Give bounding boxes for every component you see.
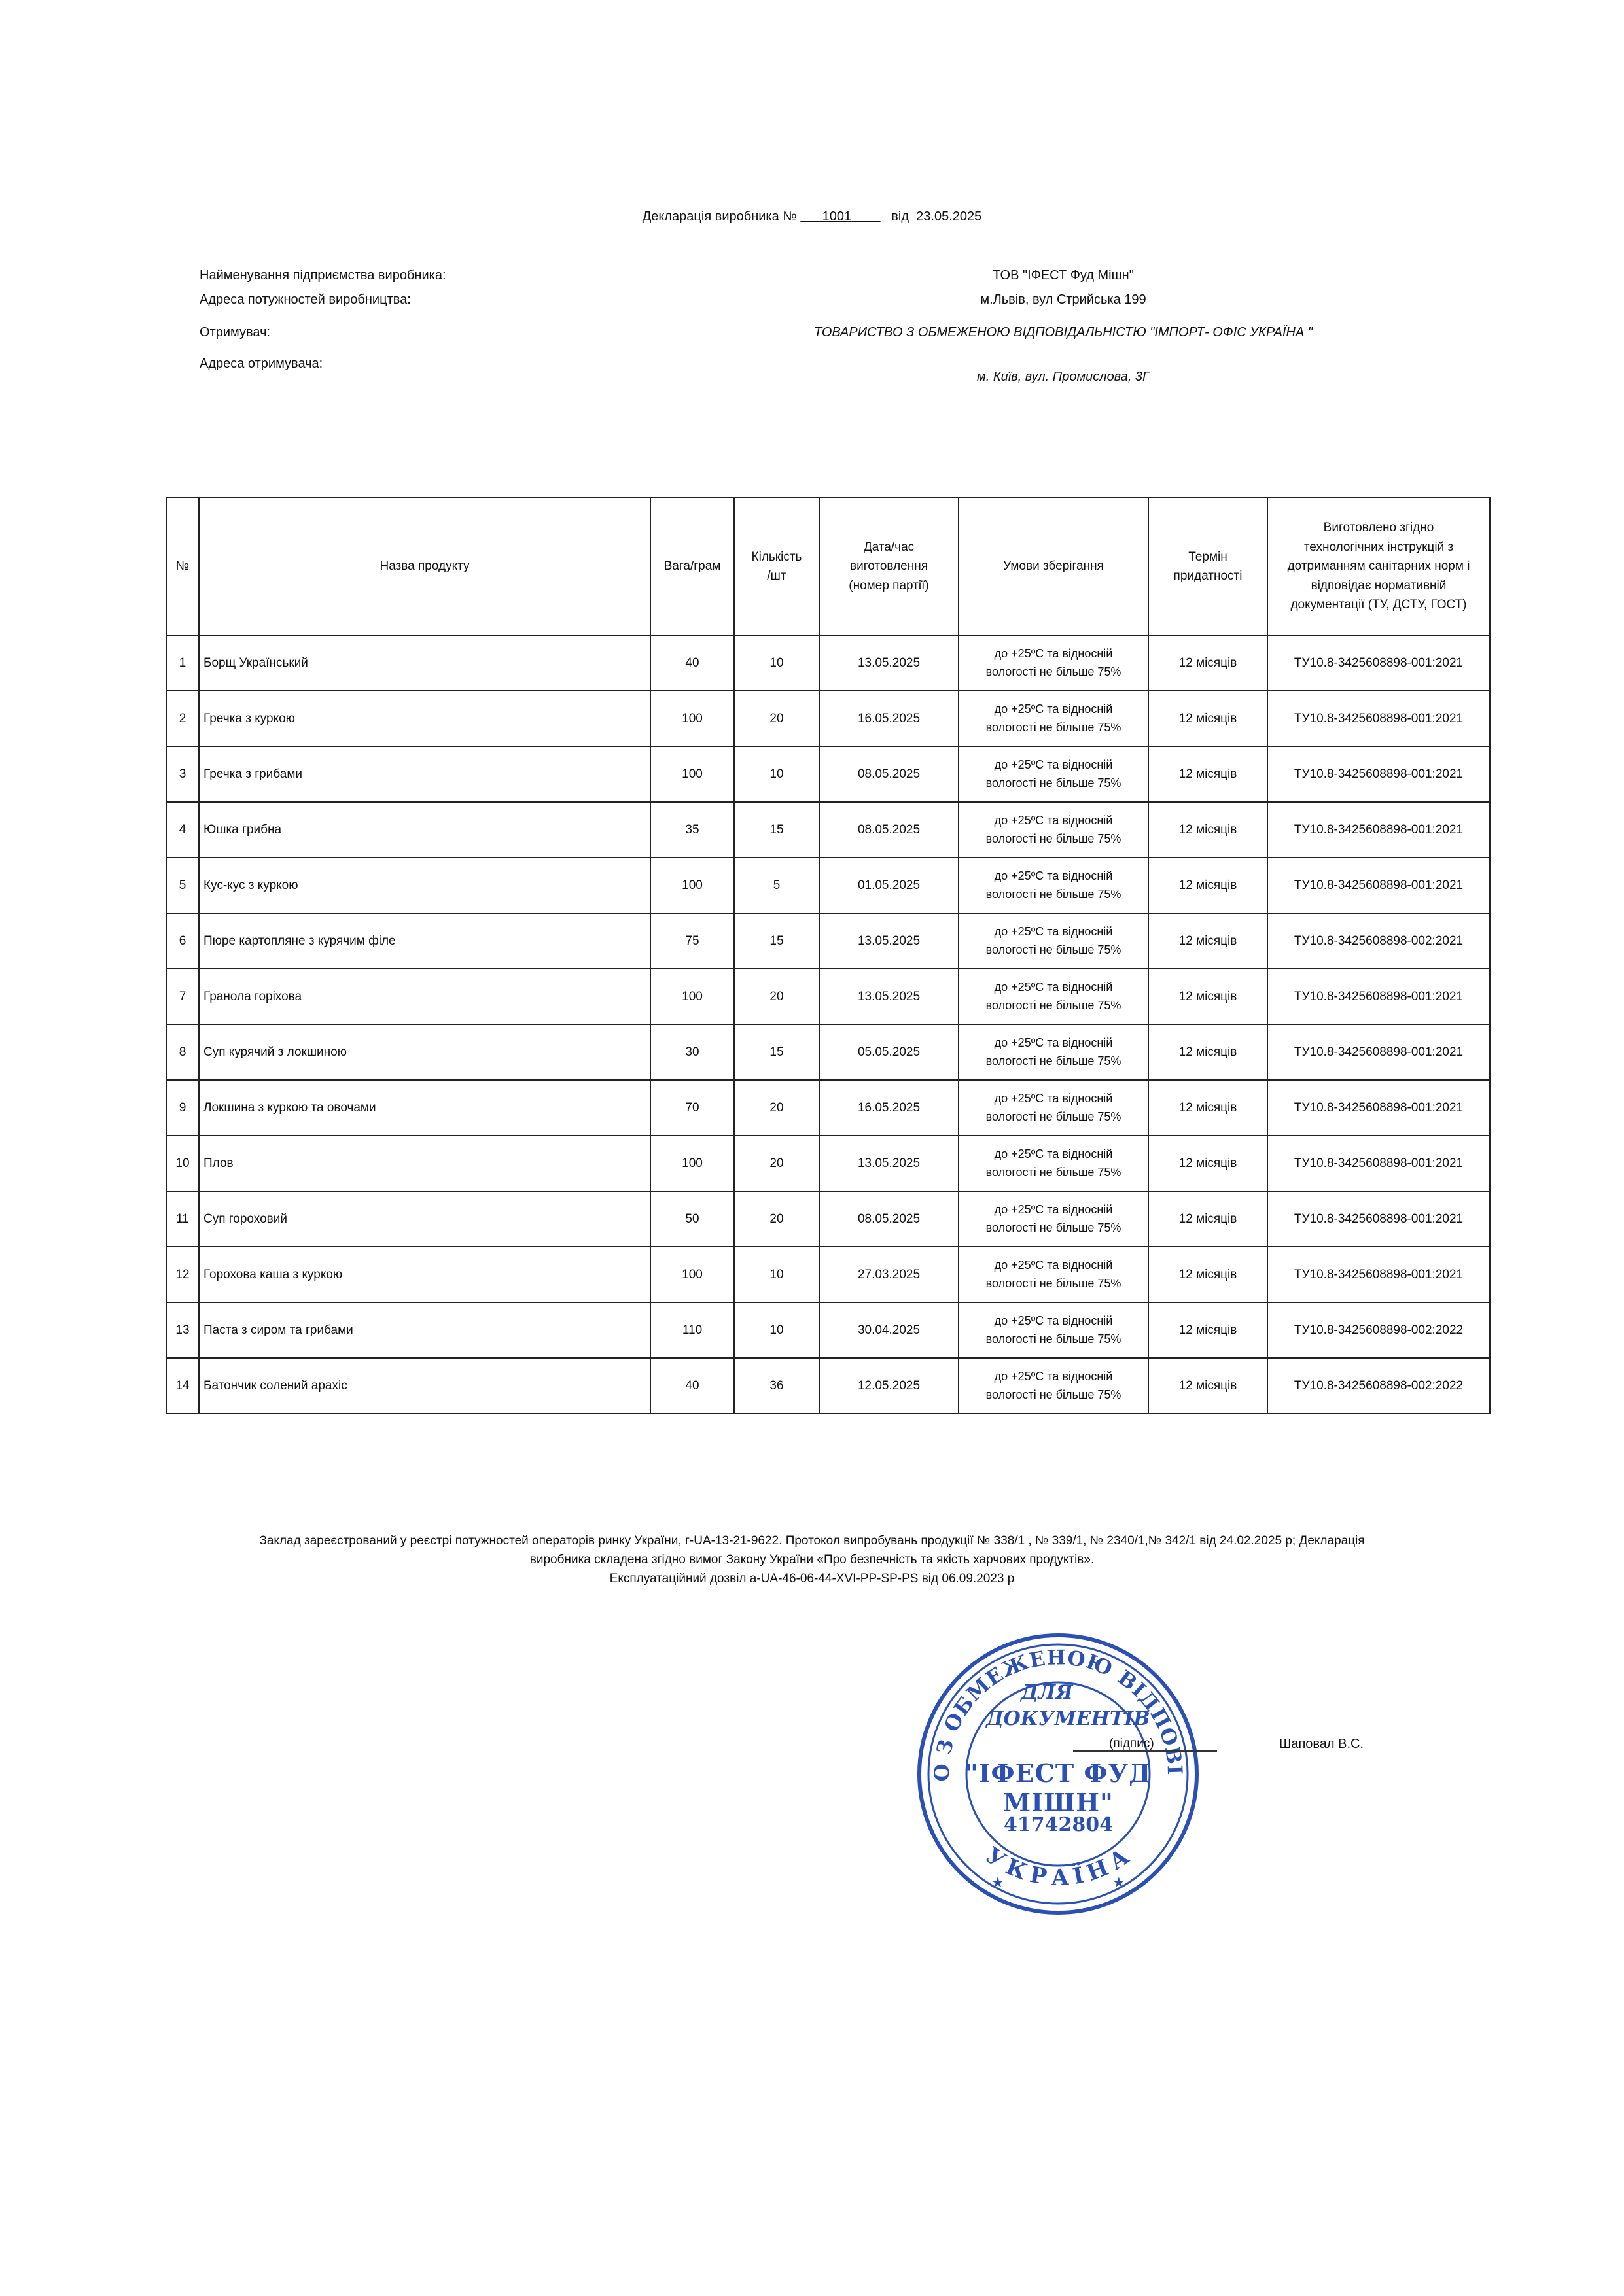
header-qty — [734, 498, 819, 635]
cell-shelf: 12 місяців — [1148, 1302, 1267, 1358]
storage-line: вологості не більше 75% — [985, 1221, 1121, 1234]
cell-weight: 100 — [650, 969, 734, 1024]
cell-num: 12 — [166, 1247, 199, 1302]
cell-shelf: 12 місяців — [1148, 1024, 1267, 1080]
header-num: № — [166, 498, 199, 635]
table-row — [166, 1080, 1490, 1136]
cell-date: 13.05.2025 — [819, 635, 959, 691]
cell-name: Гречка з грибами — [199, 746, 650, 802]
cell-name: Паста з сиром та грибами — [199, 1302, 650, 1358]
table-row — [166, 1358, 1490, 1414]
storage-line: до +25ºС та відносній — [994, 924, 1113, 938]
cell-name: Борщ Український — [199, 635, 650, 691]
table-row — [166, 1247, 1490, 1302]
cell-weight: 70 — [650, 1080, 734, 1136]
cell-storage — [959, 635, 1148, 691]
cell-date: 30.04.2025 — [819, 1302, 959, 1358]
cell-norm: ТУ10.8-3425608898-001:2021 — [1267, 1136, 1490, 1191]
recipient-address-value: м. Київ, вул. Промислова, 3Г — [977, 370, 1150, 384]
cell-date: 12.05.2025 — [819, 1358, 959, 1414]
recipient-label: Отримувач: — [200, 325, 271, 339]
header-norm — [1267, 498, 1490, 635]
cell-date: 08.05.2025 — [819, 802, 959, 858]
company-stamp — [913, 1629, 1204, 1920]
cell-storage — [959, 802, 1148, 858]
declaration-title — [0, 209, 1624, 224]
storage-line: до +25ºС та відносній — [994, 757, 1113, 771]
cell-norm: ТУ10.8-3425608898-002:2022 — [1267, 1302, 1490, 1358]
cell-qty: 5 — [734, 858, 819, 913]
storage-line: до +25ºС та відносній — [994, 813, 1113, 827]
recipient-address-label: Адреса отримувача: — [200, 357, 323, 371]
cell-date: 27.03.2025 — [819, 1247, 959, 1302]
storage-line: до +25ºС та відносній — [994, 1147, 1113, 1160]
storage-line: до +25ºС та відносній — [994, 1313, 1113, 1327]
address-value: м.Львів, вул Стрийська 199 — [980, 292, 1146, 307]
cell-name: Локшина з куркою та овочами — [199, 1080, 650, 1136]
storage-line: вологості не більше 75% — [985, 831, 1121, 845]
cell-num: 14 — [166, 1358, 199, 1414]
storage-line: до +25ºС та відносній — [994, 980, 1113, 994]
table-row — [166, 1302, 1490, 1358]
storage-line: вологості не більше 75% — [985, 1276, 1121, 1290]
signature-label: (підпис) — [1109, 1737, 1154, 1750]
declaration-date: 23.05.2025 — [916, 209, 982, 224]
cell-num: 13 — [166, 1302, 199, 1358]
cell-qty: 20 — [734, 969, 819, 1024]
cell-shelf: 12 місяців — [1148, 858, 1267, 913]
company-label: Найменування підприємства виробника: — [200, 268, 446, 283]
cell-shelf: 12 місяців — [1148, 1358, 1267, 1414]
stamp-inner — [913, 1629, 1204, 1920]
address-label: Адреса потужностей виробництва: — [200, 292, 411, 307]
cell-shelf: 12 місяців — [1148, 1080, 1267, 1136]
header-weight: Вага/грам — [650, 498, 734, 635]
cell-weight: 100 — [650, 691, 734, 746]
cell-storage — [959, 1080, 1148, 1136]
cell-norm: ТУ10.8-3425608898-001:2021 — [1267, 1080, 1490, 1136]
header-storage: Умови зберігання — [959, 498, 1148, 635]
cell-norm: ТУ10.8-3425608898-001:2021 — [1267, 635, 1490, 691]
cell-storage — [959, 1302, 1148, 1358]
cell-date: 13.05.2025 — [819, 969, 959, 1024]
cell-storage — [959, 969, 1148, 1024]
stamp-code: 41742804 — [1004, 1813, 1113, 1836]
cell-storage — [959, 691, 1148, 746]
storage-line: вологості не більше 75% — [985, 943, 1121, 956]
cell-date: 08.05.2025 — [819, 746, 959, 802]
stamp-doc-line-2: ДОКУМЕНТІВ — [986, 1707, 1150, 1730]
cell-date: 16.05.2025 — [819, 691, 959, 746]
cell-name: Гречка з куркою — [199, 691, 650, 746]
storage-line: вологості не більше 75% — [985, 887, 1121, 901]
storage-line: вологості не більше 75% — [985, 1165, 1121, 1179]
storage-line: до +25ºС та відносній — [994, 702, 1113, 716]
cell-qty: 10 — [734, 1247, 819, 1302]
cell-qty: 36 — [734, 1358, 819, 1414]
cell-num: 2 — [166, 691, 199, 746]
stamp-center-text: "ІФЕСТ ФУД МІШН" — [964, 1758, 1152, 1817]
cell-storage — [959, 1191, 1148, 1247]
storage-line: до +25ºС та відносній — [994, 1258, 1113, 1272]
cell-shelf: 12 місяців — [1148, 969, 1267, 1024]
cell-num: 11 — [166, 1191, 199, 1247]
declaration-prefix: Декларація виробника № — [642, 209, 797, 224]
header-norm-line: дотриманням санітарних норм і — [1287, 559, 1470, 574]
cell-weight: 50 — [650, 1191, 734, 1247]
footer-line-2: виробника складена згідно вимог Закону України «Про безпечність та якість харчових продуктів». — [529, 1553, 1095, 1567]
cell-weight: 100 — [650, 858, 734, 913]
table-row — [166, 1024, 1490, 1080]
storage-line: до +25ºС та відносній — [994, 869, 1113, 882]
table-row — [166, 1136, 1490, 1191]
cell-num: 10 — [166, 1136, 199, 1191]
cell-qty: 15 — [734, 1024, 819, 1080]
cell-norm: ТУ10.8-3425608898-001:2021 — [1267, 858, 1490, 913]
cell-name: Суп гороховий — [199, 1191, 650, 1247]
cell-qty: 10 — [734, 635, 819, 691]
cell-norm: ТУ10.8-3425608898-001:2021 — [1267, 969, 1490, 1024]
cell-shelf: 12 місяців — [1148, 1136, 1267, 1191]
cell-shelf: 12 місяців — [1148, 746, 1267, 802]
cell-storage — [959, 1136, 1148, 1191]
company-value: ТОВ "ІФЕСТ Фуд Мішн" — [993, 268, 1134, 283]
cell-norm: ТУ10.8-3425608898-002:2021 — [1267, 913, 1490, 969]
cell-qty: 15 — [734, 913, 819, 969]
cell-name: Кус-кус з куркою — [199, 858, 650, 913]
cell-storage — [959, 1024, 1148, 1080]
cell-weight: 110 — [650, 1302, 734, 1358]
cell-qty: 20 — [734, 691, 819, 746]
storage-line: до +25ºС та відносній — [994, 1202, 1113, 1216]
storage-line: вологості не більше 75% — [985, 1054, 1121, 1068]
cell-qty: 20 — [734, 1191, 819, 1247]
cell-num: 1 — [166, 635, 199, 691]
table-body — [166, 635, 1490, 1414]
declaration-number: 1001 — [822, 209, 852, 224]
stamp-outer-text: О З ОБМЕЖЕНОЮ ВІДПОВІ — [930, 1646, 1187, 1782]
cell-storage — [959, 858, 1148, 913]
header-norm-line: відповідає нормативній — [1311, 578, 1447, 593]
cell-storage — [959, 1358, 1148, 1414]
declaration-date-prefix: від — [891, 209, 909, 224]
storage-line: вологості не більше 75% — [985, 1387, 1121, 1401]
table-header-row — [166, 498, 1490, 635]
storage-line: до +25ºС та відносній — [994, 1091, 1113, 1105]
table-row — [166, 858, 1490, 913]
cell-num: 7 — [166, 969, 199, 1024]
cell-date: 16.05.2025 — [819, 1080, 959, 1136]
cell-weight: 40 — [650, 1358, 734, 1414]
cell-shelf: 12 місяців — [1148, 913, 1267, 969]
header-shelf-line: придатності — [1173, 569, 1243, 583]
table-row — [166, 691, 1490, 746]
header-qty-line: Кількість — [751, 549, 802, 564]
recipient-value: ТОВАРИСТВО З ОБМЕЖЕНОЮ ВІДПОВІДАЛЬНІСТЮ "ІМПОРТ- ОФІС УКРАЇНА " — [814, 325, 1313, 339]
cell-name: Плов — [199, 1136, 650, 1191]
cell-num: 4 — [166, 802, 199, 858]
header-norm-line: технологічних інструкцій з — [1303, 540, 1454, 554]
table-row — [166, 802, 1490, 858]
cell-num: 6 — [166, 913, 199, 969]
cell-date: 08.05.2025 — [819, 1191, 959, 1247]
cell-name: Гранола горіхова — [199, 969, 650, 1024]
header-shelf — [1148, 498, 1267, 635]
cell-qty: 20 — [734, 1080, 819, 1136]
cell-norm: ТУ10.8-3425608898-001:2021 — [1267, 691, 1490, 746]
storage-line: до +25ºС та відносній — [994, 1369, 1113, 1383]
stamp-star-icon: ★ — [991, 1874, 1004, 1890]
cell-name: Пюре картопляне з курячим філе — [199, 913, 650, 969]
stamp-bottom-text: УКРАЇНА — [980, 1842, 1137, 1892]
header-date — [819, 498, 959, 635]
table-row — [166, 746, 1490, 802]
cell-weight: 35 — [650, 802, 734, 858]
storage-line: вологості не більше 75% — [985, 1109, 1121, 1123]
cell-name: Горохова каша з куркою — [199, 1247, 650, 1302]
cell-norm: ТУ10.8-3425608898-001:2021 — [1267, 746, 1490, 802]
cell-shelf: 12 місяців — [1148, 1191, 1267, 1247]
cell-weight: 100 — [650, 1247, 734, 1302]
table-row — [166, 969, 1490, 1024]
cell-shelf: 12 місяців — [1148, 1247, 1267, 1302]
footer-line-1: Заклад зареєстрований у реєстрі потужностей операторів ринку України, г-UA-13-21-9622. Протокол випробувань продукції № 338/1 , № 339/1, № 2340/1,№ 342/1 від 24.02.2025 р; Декларація — [259, 1534, 1365, 1548]
cell-qty: 10 — [734, 746, 819, 802]
header-name: Назва продукту — [199, 498, 650, 635]
cell-norm: ТУ10.8-3425608898-002:2022 — [1267, 1358, 1490, 1414]
cell-date: 13.05.2025 — [819, 1136, 959, 1191]
cell-num: 8 — [166, 1024, 199, 1080]
signer-name: Шаповал В.С. — [1279, 1737, 1364, 1751]
cell-date: 13.05.2025 — [819, 913, 959, 969]
header-qty-line: /шт — [767, 569, 786, 583]
storage-line: вологості не більше 75% — [985, 776, 1121, 790]
cell-shelf: 12 місяців — [1148, 691, 1267, 746]
cell-name: Батончик солений арахіс — [199, 1358, 650, 1414]
cell-storage — [959, 913, 1148, 969]
cell-qty: 20 — [734, 1136, 819, 1191]
cell-shelf: 12 місяців — [1148, 635, 1267, 691]
footer-line-3: Експлуатаційний дозвіл а-UA-46-06-44-XVI-PP-SP-PS від 06.09.2023 р — [609, 1572, 1015, 1586]
cell-norm: ТУ10.8-3425608898-001:2021 — [1267, 802, 1490, 858]
cell-qty: 15 — [734, 802, 819, 858]
header-shelf-line: Термін — [1188, 549, 1227, 564]
cell-date: 05.05.2025 — [819, 1024, 959, 1080]
cell-weight: 40 — [650, 635, 734, 691]
table-row — [166, 1191, 1490, 1247]
cell-num: 3 — [166, 746, 199, 802]
cell-storage — [959, 746, 1148, 802]
cell-num: 5 — [166, 858, 199, 913]
header-date-line: (номер партії) — [849, 578, 929, 593]
cell-weight: 30 — [650, 1024, 734, 1080]
storage-line: до +25ºС та відносній — [994, 1035, 1113, 1049]
cell-name: Суп курячий з локшиною — [199, 1024, 650, 1080]
cell-num: 9 — [166, 1080, 199, 1136]
cell-shelf: 12 місяців — [1148, 802, 1267, 858]
header-date-line: виготовлення — [849, 559, 928, 574]
cell-qty: 10 — [734, 1302, 819, 1358]
storage-line: до +25ºС та відносній — [994, 646, 1113, 660]
header-date-line: Дата/час — [863, 540, 915, 554]
header-norm-line: документації (ТУ, ДСТУ, ГОСТ) — [1290, 598, 1467, 612]
stamp-doc-line-1: ДЛЯ — [1021, 1681, 1073, 1704]
cell-weight: 100 — [650, 1136, 734, 1191]
stamp-star-icon: ★ — [1112, 1874, 1125, 1890]
storage-line: вологості не більше 75% — [985, 998, 1121, 1012]
storage-line: вологості не більше 75% — [985, 665, 1121, 678]
table-row — [166, 913, 1490, 969]
cell-weight: 100 — [650, 746, 734, 802]
cell-name: Юшка грибна — [199, 802, 650, 858]
storage-line: вологості не більше 75% — [985, 1332, 1121, 1346]
cell-weight: 75 — [650, 913, 734, 969]
cell-storage — [959, 1247, 1148, 1302]
header-norm-line: Виготовлено згідно — [1323, 521, 1434, 535]
cell-norm: ТУ10.8-3425608898-001:2021 — [1267, 1247, 1490, 1302]
product-table — [166, 497, 1491, 1414]
cell-norm: ТУ10.8-3425608898-001:2021 — [1267, 1024, 1490, 1080]
cell-norm: ТУ10.8-3425608898-001:2021 — [1267, 1191, 1490, 1247]
table-row — [166, 635, 1490, 691]
storage-line: вологості не більше 75% — [985, 720, 1121, 734]
cell-date: 01.05.2025 — [819, 858, 959, 913]
